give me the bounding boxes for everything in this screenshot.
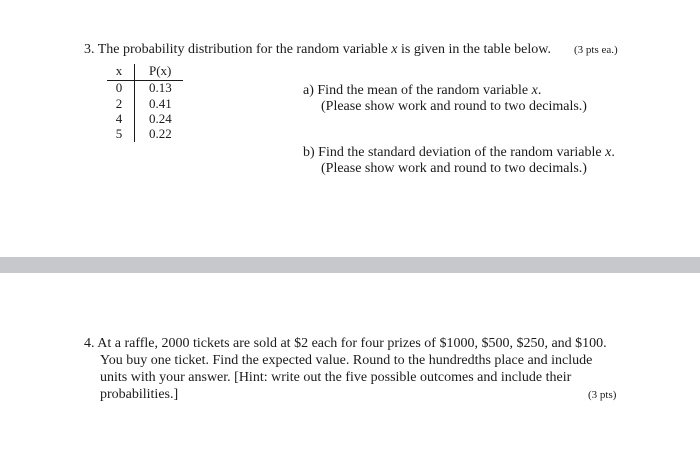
- part-a-line-1: [303, 82, 541, 99]
- part-b-label: b): [303, 145, 315, 160]
- table-row-p: 0.22: [149, 126, 172, 141]
- table-row-p: 0.41: [149, 96, 172, 111]
- part-b-variable: x: [605, 145, 612, 160]
- question-3-points: (3 pts ea.): [574, 44, 618, 56]
- part-b-line-1: [303, 144, 615, 161]
- question-4-line-1: [84, 335, 607, 352]
- question-4-line-4: probabilities.]: [100, 387, 179, 402]
- table-row-p: 0.24: [149, 111, 172, 126]
- part-b-text: Find the standard deviation of the random variable: [318, 145, 602, 160]
- part-a-text: Find the mean of the random variable: [317, 83, 529, 98]
- table-vertical-rule: [134, 64, 135, 142]
- table-row-x: 2: [115, 96, 123, 111]
- question-3-prompt-tail: is given in the table below.: [401, 42, 551, 57]
- question-3-header: [84, 41, 551, 58]
- part-a-line-2: (Please show work and round to two decimals.): [321, 99, 587, 114]
- part-b-line-2: (Please show work and round to two decimals.): [321, 161, 587, 176]
- table-row-x: 0: [115, 80, 123, 95]
- question-4-number: 4.: [84, 336, 95, 351]
- table-row-x: 5: [115, 126, 123, 141]
- table-row-x: 4: [115, 111, 123, 126]
- part-a-variable: x: [531, 83, 538, 98]
- question-4-line-2: You buy one ticket. Find the expected value. Round to the hundredths place and include: [100, 353, 593, 368]
- question-3-prompt: The probability distribution for the random variable: [97, 42, 388, 57]
- page-divider: [0, 257, 700, 273]
- question-4-points: (3 pts): [588, 389, 617, 401]
- probability-table: [105, 63, 195, 143]
- table-row-p: 0.13: [149, 80, 172, 95]
- question-4-text-1: At a raffle, 2000 tickets are sold at $2 each for four prizes of $1000, $500, $250, and $100.: [97, 336, 607, 351]
- question-4-line-3: units with your answer. [Hint: write out the five possible outcomes and include their: [100, 370, 572, 385]
- part-b-period: .: [611, 145, 615, 160]
- question-3-variable: x: [391, 42, 398, 57]
- part-a-label: a): [303, 83, 314, 98]
- table-header-px: P(x): [149, 63, 172, 78]
- part-a-period: .: [537, 83, 542, 98]
- table-header-x: x: [115, 63, 123, 78]
- question-3-number: 3.: [84, 42, 95, 57]
